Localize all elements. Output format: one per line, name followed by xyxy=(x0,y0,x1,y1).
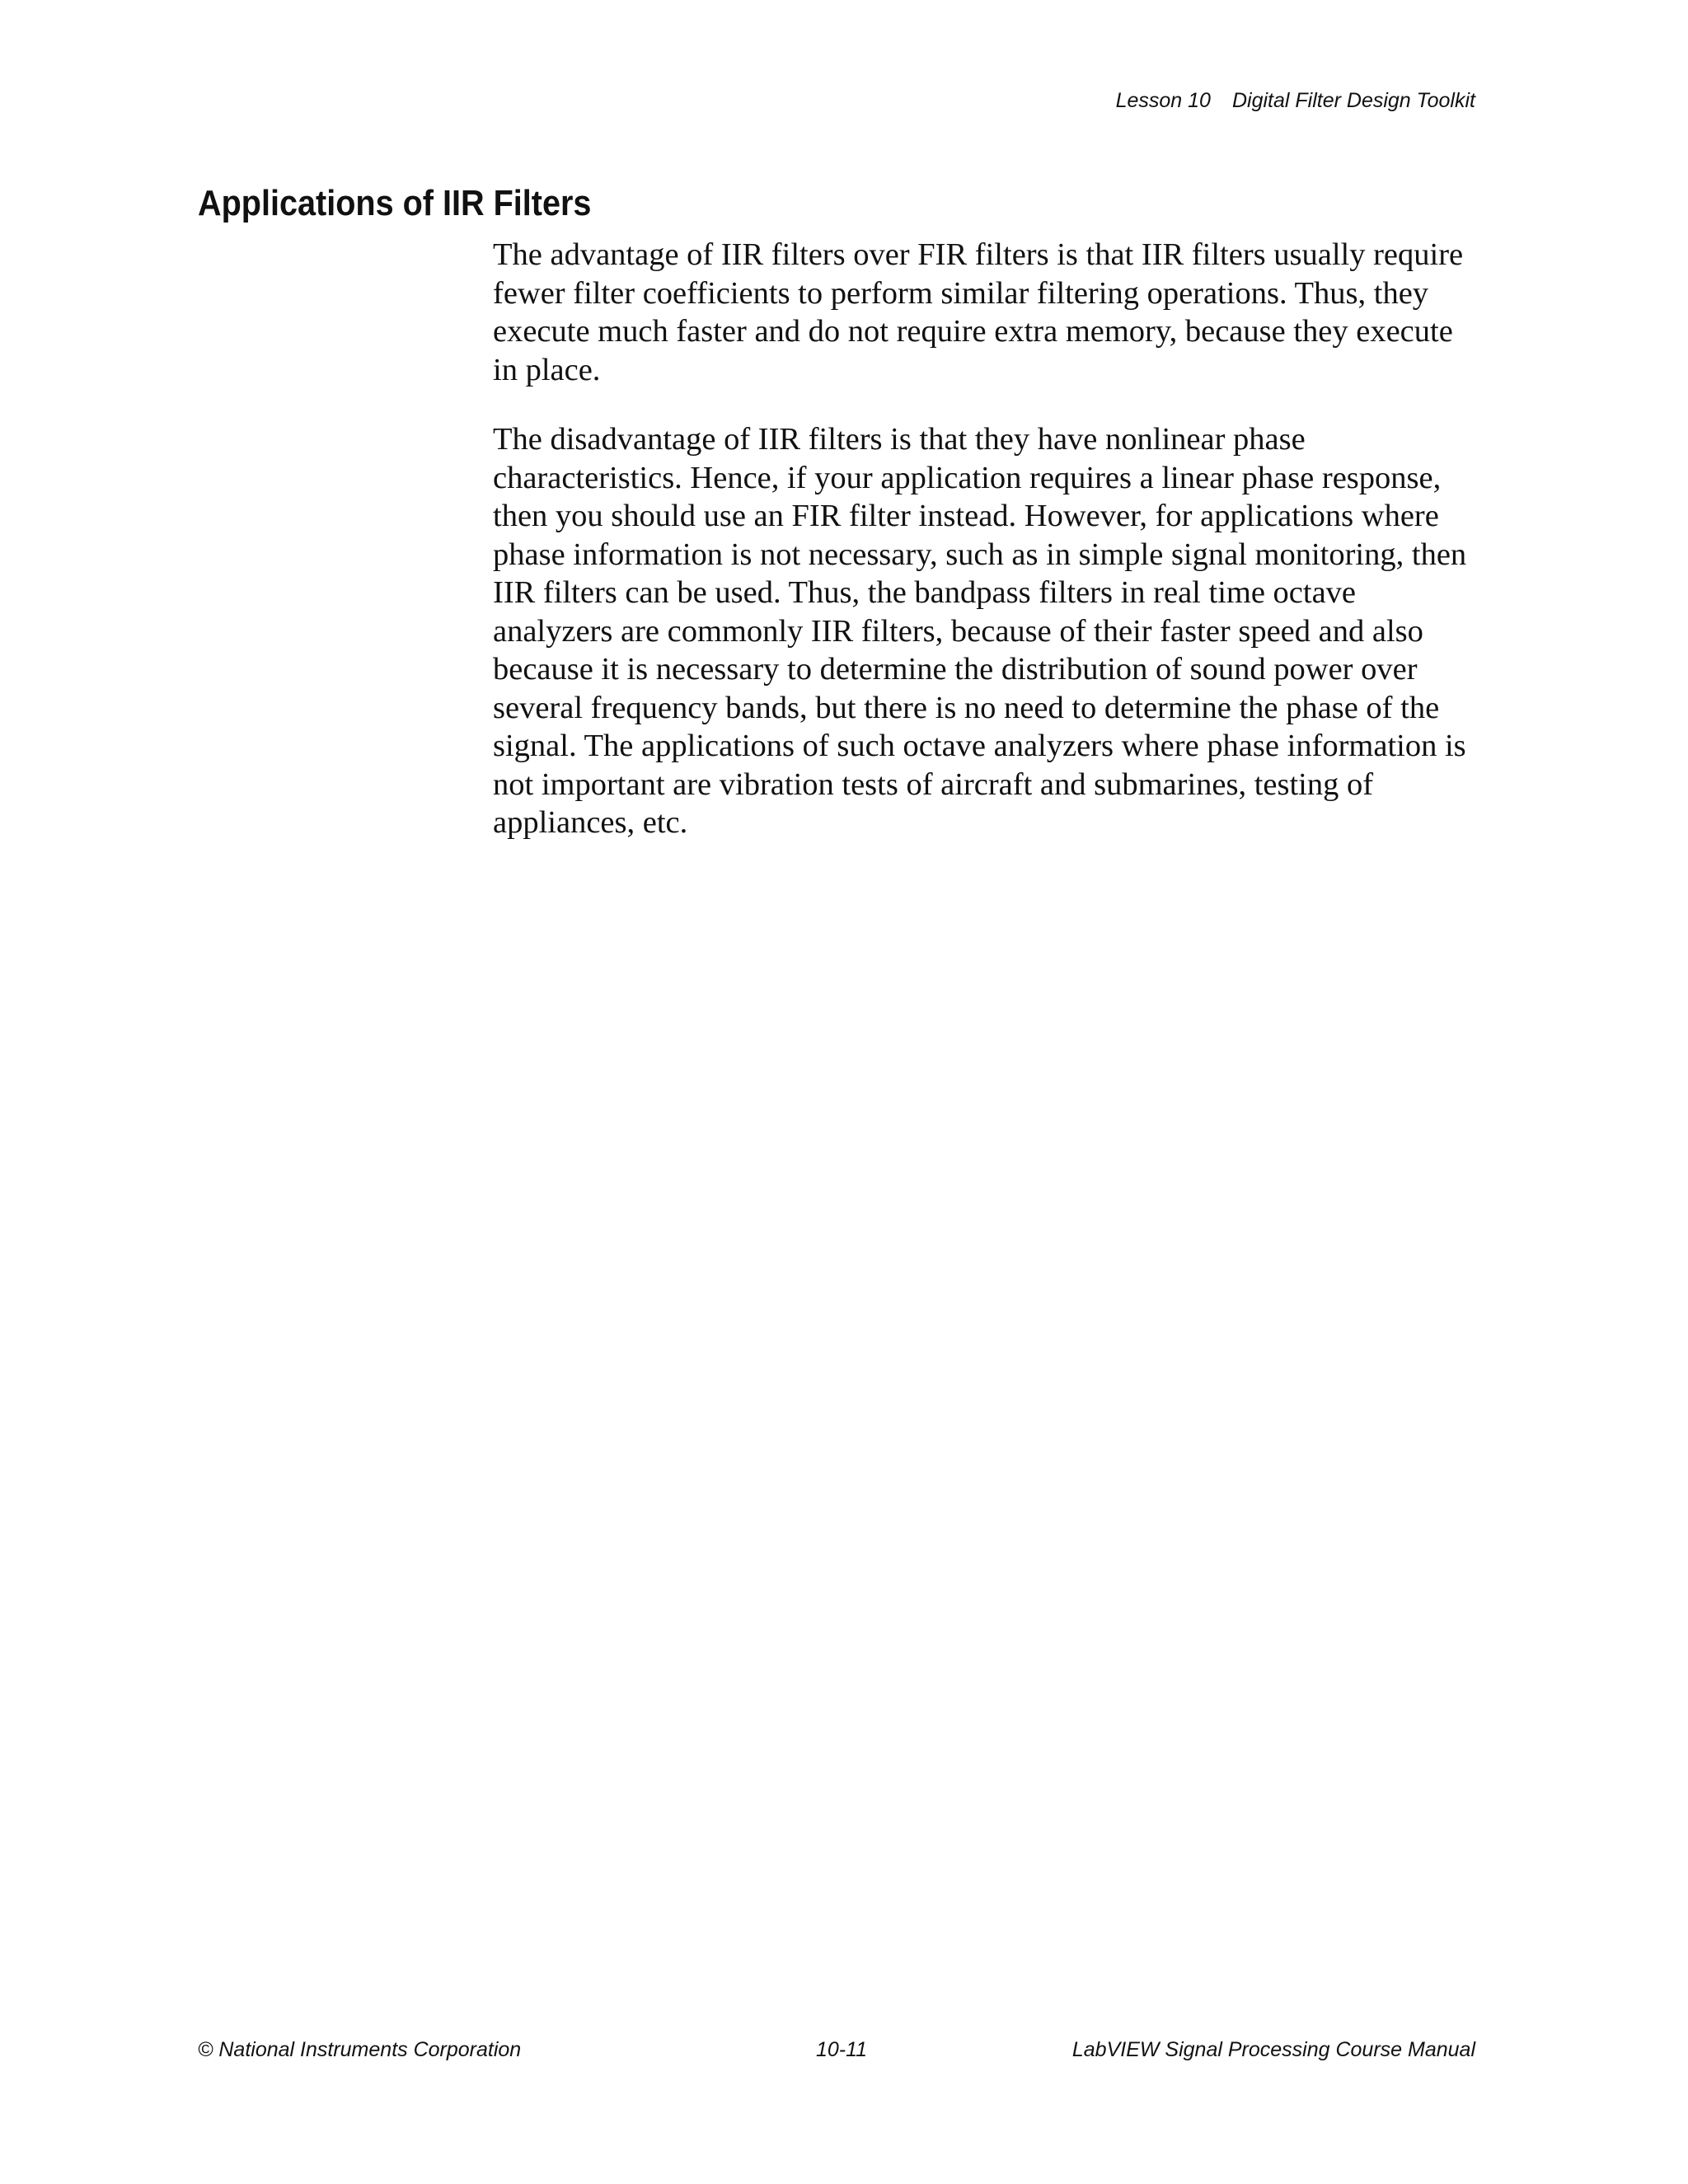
footer-page-number: 10-11 xyxy=(816,2038,868,2061)
paragraph-disadvantage: The disadvantage of IIR filters is that they have nonlinear phase characteristics. Hence, if your application requires a linear phase response, then you should use an FIR filter instead. However, for applications where phase information is not necessary, such as in simple signal monitoring, then IIR filters can be used. Thus, the bandpass filters in real time octave analyzers are commonly IIR filters, because of their faster speed and also because it is necessary to determine the distribution of sound power over several frequency bands, but there is no need to determine the phase of the signal. The applications of such octave analyzers where phase information is not important are vibration tests of aircraft and submarines, testing of appliances, etc. xyxy=(493,422,1467,840)
footer-manual-title: LabVIEW Signal Processing Course Manual xyxy=(1071,2038,1475,2061)
section-body xyxy=(493,236,1479,874)
paragraph-advantage: The advantage of IIR filters over FIR filters is that IIR filters usually require fewer filter coefficients to perform similar filtering operations. Thus, they execute much faster and do not require extra memory, because they execute in place. xyxy=(493,237,1464,387)
header-title: Digital Filter Design Toolkit xyxy=(1231,89,1475,112)
running-header xyxy=(0,89,1475,113)
footer-copyright: © National Instruments Corporation xyxy=(198,2038,522,2061)
header-lesson: Lesson 10 xyxy=(1115,89,1211,112)
section-heading: Applications of IIR Filters xyxy=(198,183,592,223)
